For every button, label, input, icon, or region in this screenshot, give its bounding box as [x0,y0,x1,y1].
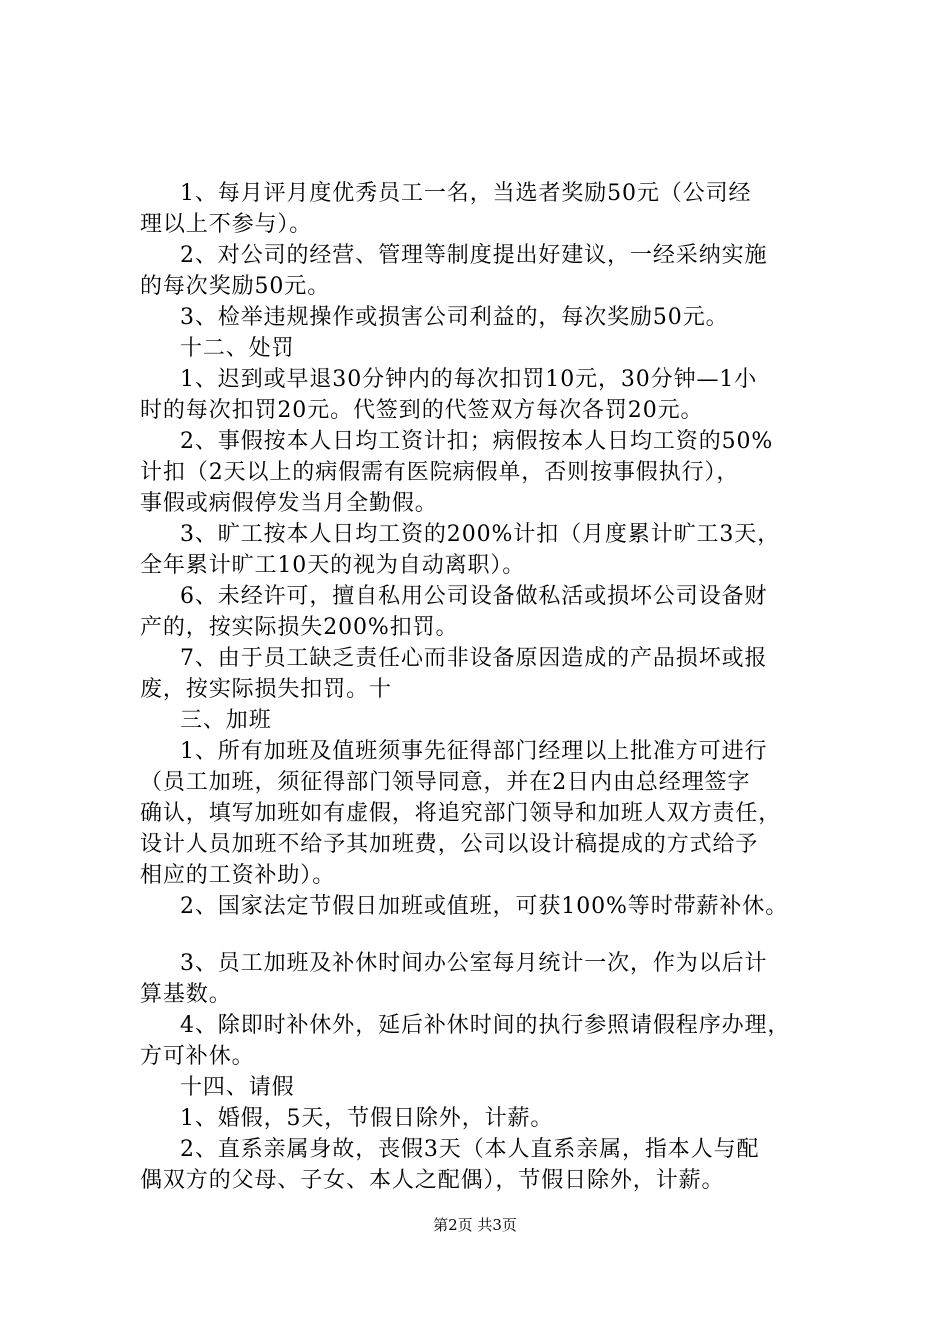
text-line: 理以上不参与）。 [140,212,313,237]
text-line: 1、每月评月度优秀员工一名，当选者奖励50元（公司经 [180,181,752,206]
text-line: 2、直系亲属身故，丧假3天（本人直系亲属，指本人与配 [180,1137,760,1162]
text-line: 4、除即时补休外，延后补休时间的执行参照请假程序办理， [180,1013,791,1038]
text-line: 1、所有加班及值班须事先征得部门经理以上批准方可进行 [180,739,768,764]
text-line: 算基数。 [140,982,232,1007]
text-line: 全年累计旷工10天的视为自动离职）。 [140,553,526,578]
text-line: 设计人员加班不给予其加班费，公司以设计稿提成的方式给予 [140,832,759,857]
text-line: 1、婚假，5天，节假日除外，计薪。 [180,1106,554,1131]
blank-gap [140,922,852,948]
text-line: 相应的工资补助）。 [140,863,336,888]
text-line: 2、事假按本人日均工资计扣；病假按本人日均工资的50% [180,429,774,454]
document-body [140,178,852,1196]
section-heading: 十四、请假 [180,1075,295,1100]
text-line: 2、对公司的经营、管理等制度提出好建议，一经采纳实施 [180,243,768,268]
text-line: 6、未经许可，擅自私用公司设备做私活或损坏公司设备财 [180,584,768,609]
text-line: 时的每次扣罚20元。代签到的代签双方每次各罚20元。 [140,398,704,423]
section-heading: 三、加班 [180,708,272,733]
page-footer: 第2页 共3页 [433,1216,517,1234]
text-line: 事假或病假停发当月全勤假。 [140,491,438,516]
text-line: 的每次奖励50元。 [140,274,331,299]
text-line: 计扣（2天以上的病假需有医院病假单，否则按事假执行）， [140,460,740,485]
section-heading: 十二、处罚 [180,336,295,361]
text-line: 废，按实际损失扣罚。十 [140,677,392,702]
text-line: 3、检举违规操作或损害公司利益的，每次奖励50元。 [180,305,729,330]
text-line: 3、旷工按本人日均工资的200%计扣（月度累计旷工3天， [180,522,781,547]
text-line: 确认，填写加班如有虚假，将追究部门领导和加班人双方责任， [140,801,782,826]
text-line: 2、国家法定节假日加班或值班，可获100%等时带薪补休。 [180,894,789,919]
text-line: 1、迟到或早退30分钟内的每次扣罚10元，30分钟—1小 [180,367,758,392]
text-line: 产的，按实际损失200%扣罚。 [140,615,459,640]
text-line: 方可补休。 [140,1044,255,1069]
text-line: （员工加班，须征得部门领导同意，并在2日内由总经理签字 [140,770,751,795]
text-line: 7、由于员工缺乏责任心而非设备原因造成的产品损坏或报 [180,646,768,671]
text-line: 3、员工加班及补休时间办公室每月统计一次，作为以后计 [180,951,768,976]
text-line: 偶双方的父母、子女、本人之配偶），节假日除外，计薪。 [140,1168,725,1193]
